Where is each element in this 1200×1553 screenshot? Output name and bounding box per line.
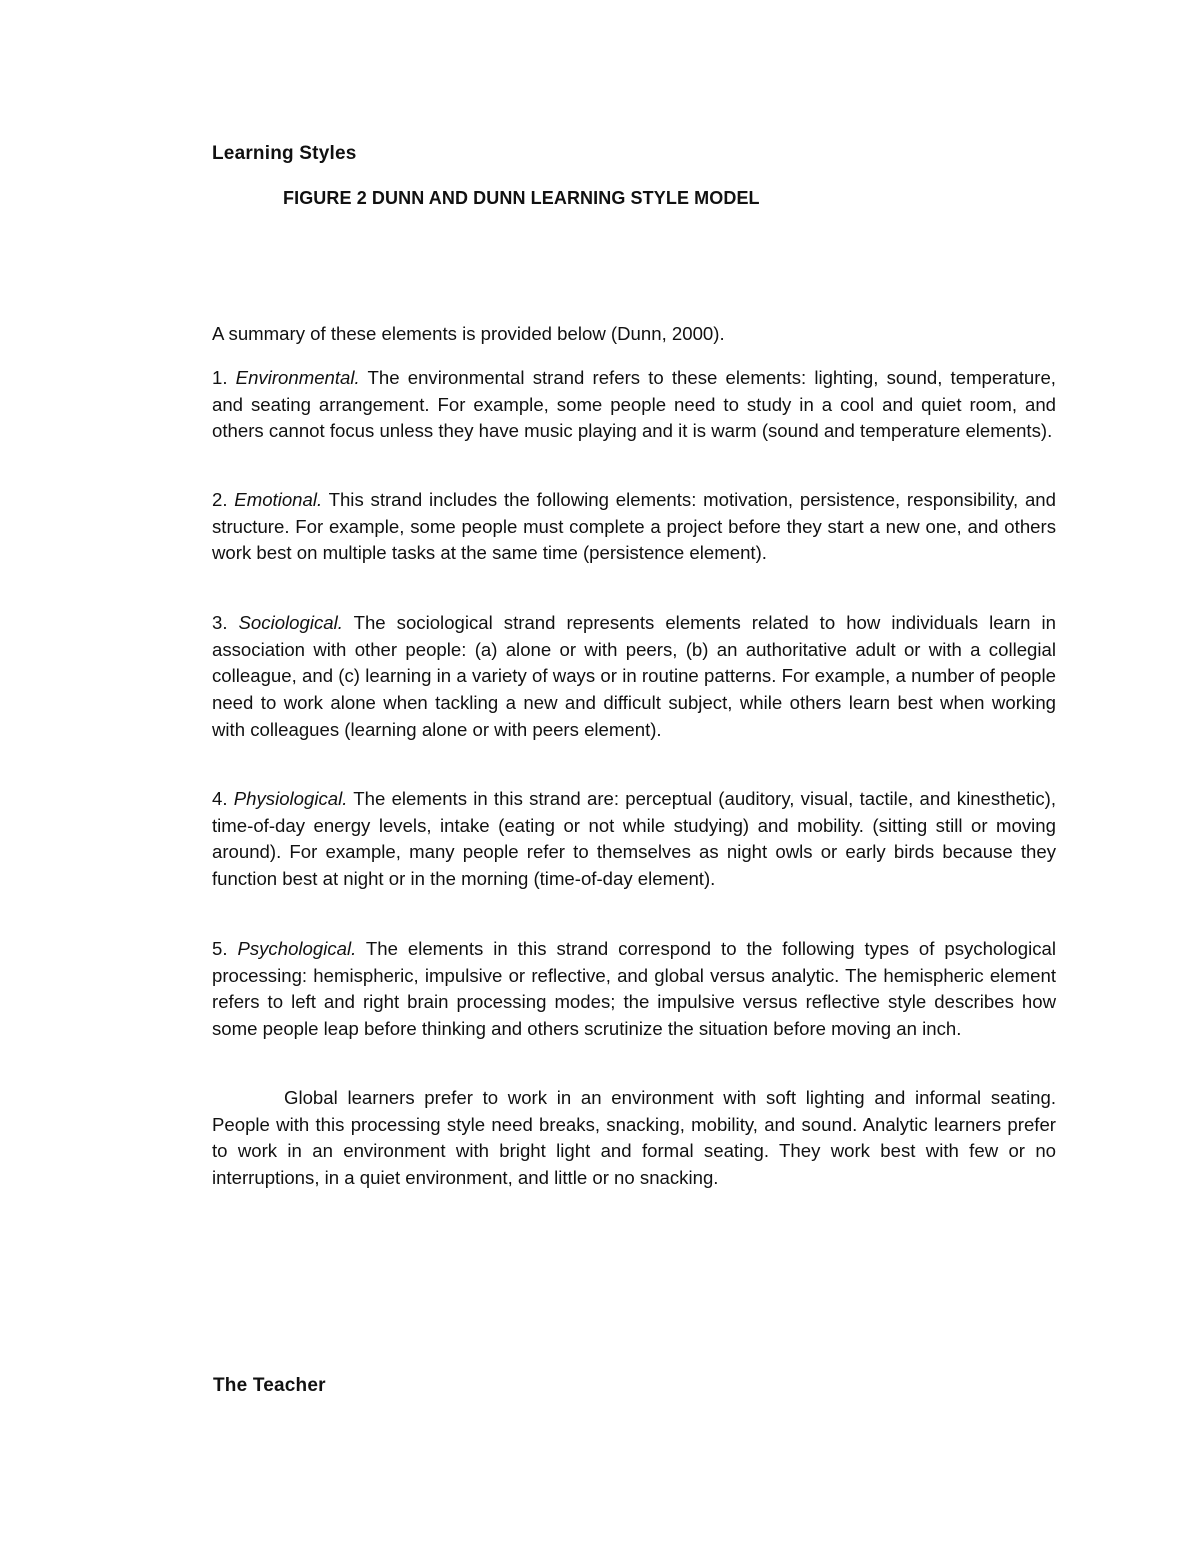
list-item-term: Physiological. (233, 788, 348, 809)
list-item-sociological (212, 610, 1056, 744)
list-item-number: 4. (212, 788, 234, 809)
list-item-term: Psychological. (237, 938, 357, 959)
list-item-number: 2. (212, 489, 235, 510)
list-item-physiological (212, 786, 1056, 893)
intro-paragraph: A summary of these elements is provided below (Dunn, 2000). (212, 323, 725, 344)
list-item-term: Environmental. (235, 367, 360, 388)
list-item-emotional (212, 487, 1056, 567)
list-item-term: Sociological. (238, 612, 343, 633)
section-title: Learning Styles (212, 143, 357, 164)
list-item-text: The elements in this strand are: perceptual (auditory, visual, tactile, and kinesthetic), time-of-day energy levels, intake (eating or not while studying) and mobility. (sitting still or moving around). For example, many people refer to themselves as night owls or early birds because they function best at night or in the morning (time-of-day element). (212, 788, 1056, 890)
list-item-number: 5. (212, 938, 238, 959)
list-item-number: 3. (212, 612, 239, 633)
list-item-psychological (212, 936, 1056, 1043)
list-item-text: The elements in this strand correspond to the following types of psychological processing: hemispheric, impulsive or reflective, and global versus analytic. The hemispheric element refers to left and right brain processing modes; the impulsive versus reflective style describes how some people leap before thinking and others scrutinize the situation before moving an inch. (212, 938, 1056, 1040)
list-item-number: 1. (212, 367, 236, 388)
list-item-text: The environmental strand refers to these elements: lighting, sound, temperature, and seating arrangement. For example, some people need to study in a cool and quiet room, and others cannot focus unless they have music playing and it is warm (sound and temperature elements). (212, 367, 1056, 442)
list-item-text: The sociological strand represents elements related to how individuals learn in association with other people: (a) alone or with peers, (b) an authoritative adult or with a collegial colleague, and (c) learning in a variety of ways or in routine patterns. For example, a number of people need to work alone when tackling a new and difficult subject, while others learn best when working with colleagues (learning alone or with peers element). (212, 612, 1056, 740)
list-item-text: This strand includes the following elements: motivation, persistence, responsibility, and structure. For example, some people must complete a project before they start a new one, and others work best on multiple tasks at the same time (persistence element). (212, 489, 1056, 564)
list-item-environmental (212, 365, 1056, 445)
list-item-term: Emotional. (234, 489, 323, 510)
global-learners-paragraph: Global learners prefer to work in an environment with soft lighting and informal seating. People with this processing style need breaks, snacking, mobility, and sound. Analytic learners prefer to work in an environment with bright light and formal seating. They work best with few or no interruptions, in a quiet environment, and little or no snacking. (212, 1087, 1056, 1189)
next-section-title: The Teacher (213, 1375, 326, 1396)
figure-caption: FIGURE 2 DUNN AND DUNN LEARNING STYLE MODEL (283, 188, 760, 208)
